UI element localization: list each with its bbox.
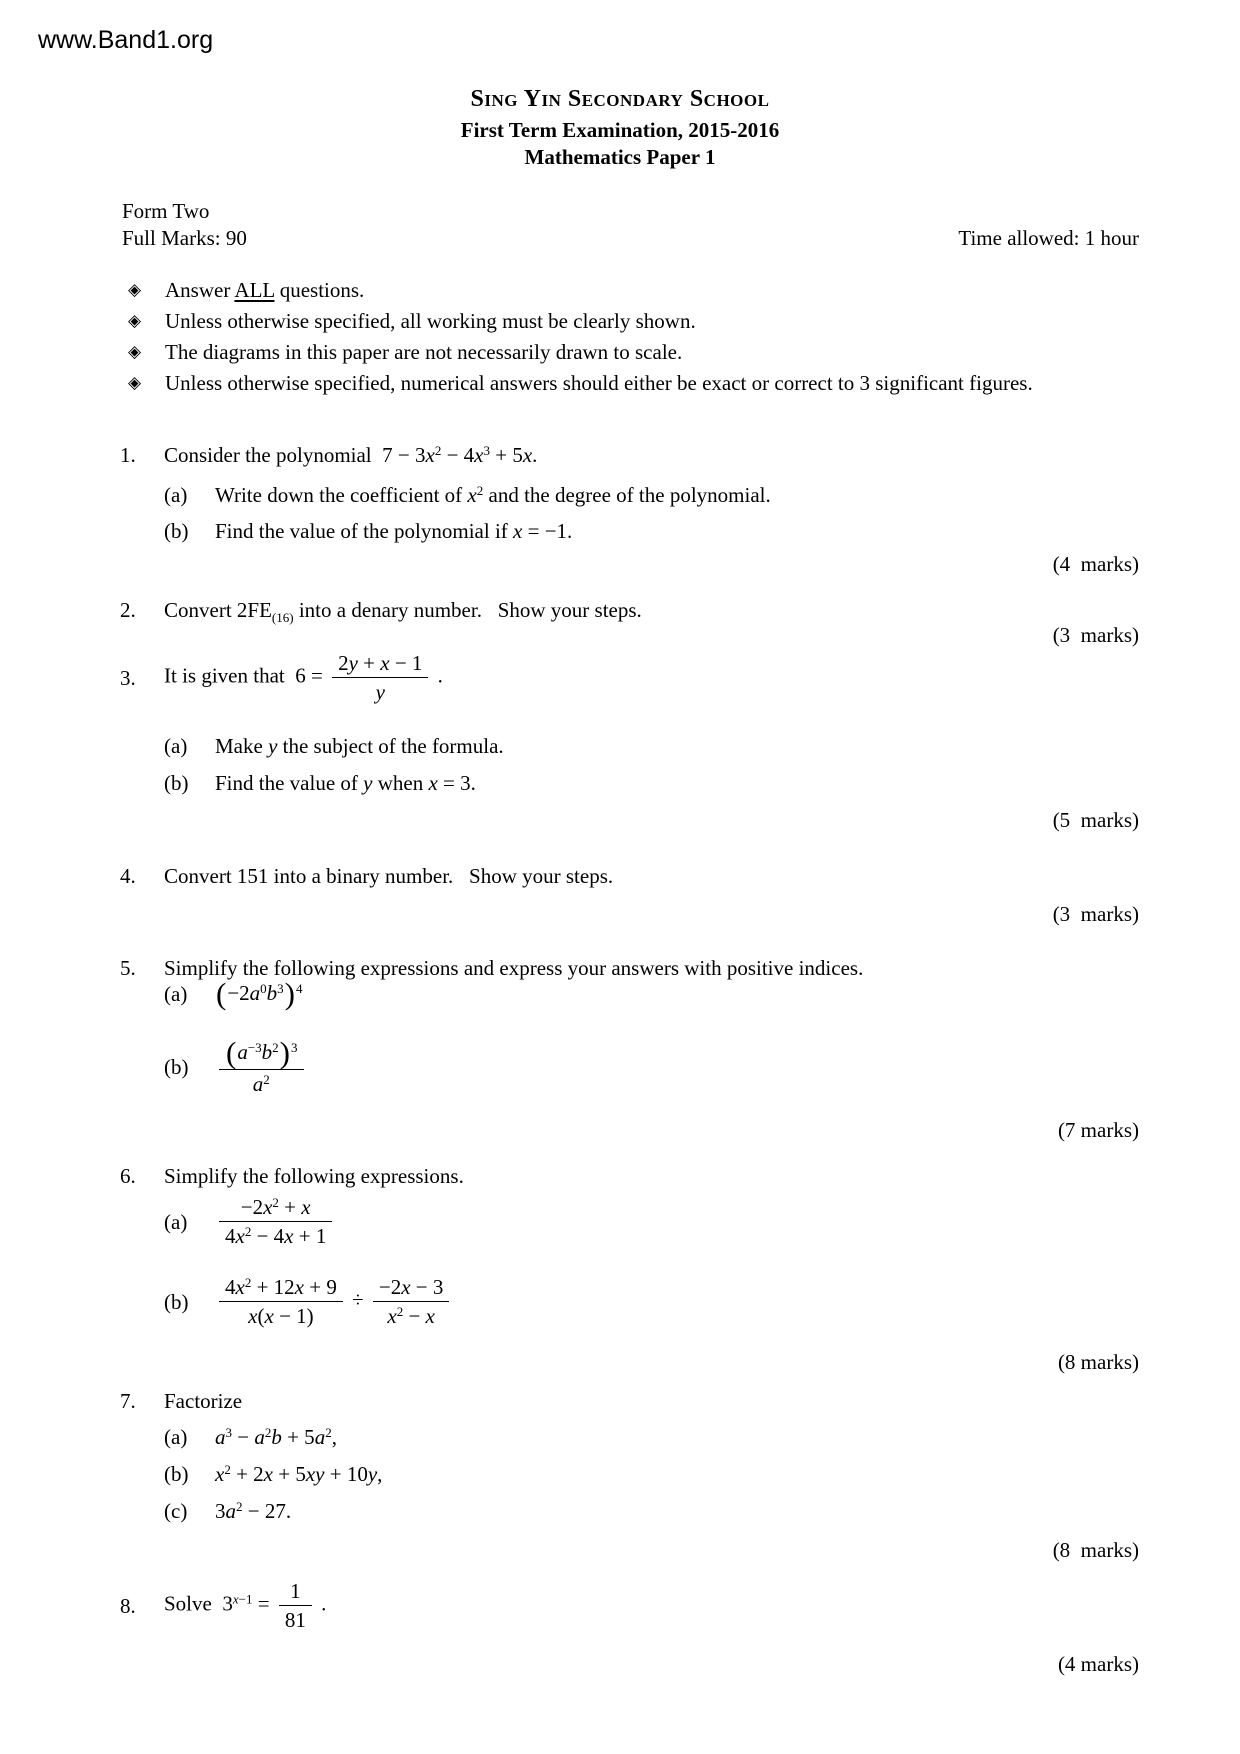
question-5b xyxy=(164,1037,308,1097)
question-2-stem xyxy=(120,597,642,623)
question-5a xyxy=(164,978,303,1009)
question-8-text: Solve $3^{x-1}$ = $\frac{1}{81}$ . xyxy=(164,1579,327,1632)
part-text: Write down the coefficient of $x^2$ and the degree of the polynomial. xyxy=(215,483,771,507)
question-8-stem xyxy=(120,1578,326,1633)
part-label: (b) xyxy=(164,1289,189,1314)
question-number: 4. xyxy=(120,864,136,888)
question-number: 6. xyxy=(120,1164,136,1188)
part-label: (a) xyxy=(164,483,188,507)
question-6a xyxy=(164,1194,336,1249)
question-2-text: Convert $2FE_{(16)}$ into a denary number. Show your steps. xyxy=(164,598,642,625)
instruction-item-3 xyxy=(128,339,682,365)
part-text: Find the value of the polynomial if x = −1. xyxy=(215,519,573,543)
question-number: 7. xyxy=(120,1389,136,1413)
question-1-marks: (4 marks) xyxy=(1052,552,1139,576)
diamond-bullet-icon: ◈ xyxy=(128,342,142,362)
question-1a xyxy=(164,482,771,508)
school-name: Sing Yin Secondary School xyxy=(470,86,770,112)
instruction-item-2 xyxy=(128,308,696,334)
instruction-text: Answer ALL questions. xyxy=(165,278,365,302)
exam-title: First Term Examination, 2015-2016 xyxy=(460,118,780,142)
question-7a xyxy=(164,1424,337,1450)
part-label: (a) xyxy=(164,1425,188,1449)
part-text: $a^3 - a^2b + 5a^2$, xyxy=(215,1425,337,1449)
question-5-text: Simplify the following expressions and express your answers with positive indices. xyxy=(164,956,864,980)
question-7-marks: (8 marks) xyxy=(1052,1538,1139,1562)
question-1b xyxy=(164,518,572,544)
part-label: (a) xyxy=(164,981,188,1006)
part-label: (a) xyxy=(164,734,188,758)
question-5-marks: (7 marks) xyxy=(1057,1118,1139,1142)
question-3b xyxy=(164,770,476,796)
question-1-text: Consider the polynomial $7 - 3x^2 - 4x^3 + 5x$. xyxy=(164,443,538,467)
question-6-text: Simplify the following expressions. xyxy=(164,1164,464,1188)
instruction-item-4 xyxy=(128,370,1033,396)
part-text: $\frac{4x^2 + 12x + 9}{x(x - 1)}$ ÷ $\frac{-2x - 3}{x^2 - x}$ xyxy=(215,1274,453,1329)
question-4-stem xyxy=(120,863,613,889)
part-label: (a) xyxy=(164,1209,188,1234)
question-8-marks: (4 marks) xyxy=(1057,1652,1139,1676)
question-3-stem xyxy=(120,650,443,705)
question-4-text: Convert 151 into a binary number. Show your steps. xyxy=(164,864,614,888)
part-label: (b) xyxy=(164,519,189,543)
full-marks-label: Full Marks: 90 xyxy=(122,226,247,250)
question-7c xyxy=(164,1498,291,1524)
form-label: Form Two xyxy=(122,199,210,223)
part-label: (b) xyxy=(164,1055,189,1079)
part-text: $\frac{-2x^2 + x}{4x^2 - 4x + 1}$ xyxy=(215,1194,336,1249)
question-number: 3. xyxy=(120,665,136,690)
question-number: 2. xyxy=(120,598,136,622)
question-6-stem xyxy=(120,1163,464,1189)
question-number: 5. xyxy=(120,956,136,980)
question-6-marks: (8 marks) xyxy=(1057,1350,1139,1374)
part-text: $3a^2 - 27$. xyxy=(215,1499,292,1523)
part-label: (b) xyxy=(164,771,189,795)
instruction-text: The diagrams in this paper are not necessarily drawn to scale. xyxy=(165,340,683,364)
part-text: $(-2a^0b^3)^4$ xyxy=(216,976,303,1011)
question-7b xyxy=(164,1461,382,1487)
part-label: (b) xyxy=(164,1462,189,1486)
diamond-bullet-icon: ◈ xyxy=(128,280,142,300)
question-3-marks: (5 marks) xyxy=(1052,808,1139,832)
part-text: Find the value of y when x = 3. xyxy=(215,771,476,795)
question-number: 1. xyxy=(120,443,136,467)
question-3-text: It is given that 6 = $\frac{2y + x - 1}{y}$ . xyxy=(164,651,443,704)
question-4-marks: (3 marks) xyxy=(1052,902,1139,926)
diamond-bullet-icon: ◈ xyxy=(128,311,142,331)
watermark: www.Band1.org xyxy=(38,26,214,54)
diamond-bullet-icon: ◈ xyxy=(128,373,142,393)
question-2-marks: (3 marks) xyxy=(1052,623,1139,647)
instruction-item-1 xyxy=(128,277,364,303)
part-text: $x^2 + 2x + 5xy + 10y$, xyxy=(215,1462,383,1486)
part-label: (c) xyxy=(164,1499,188,1523)
question-number: 8. xyxy=(120,1593,136,1618)
question-3a xyxy=(164,733,504,759)
instruction-text: Unless otherwise specified, numerical answers should either be exact or correct to 3 significant figures. xyxy=(165,371,1033,395)
question-7-stem xyxy=(120,1388,242,1414)
question-6b xyxy=(164,1274,453,1329)
instruction-text: Unless otherwise specified, all working must be clearly shown. xyxy=(165,309,696,333)
paper-title: Mathematics Paper 1 xyxy=(524,145,716,169)
part-text: $\frac{(a^{-3}b^2)^3}{a^2}$ xyxy=(215,1037,308,1097)
time-allowed-label: Time allowed: 1 hour xyxy=(958,226,1139,250)
part-text: Make y the subject of the formula. xyxy=(215,734,504,758)
question-1-stem xyxy=(120,442,537,468)
question-7-text: Factorize xyxy=(164,1389,243,1413)
